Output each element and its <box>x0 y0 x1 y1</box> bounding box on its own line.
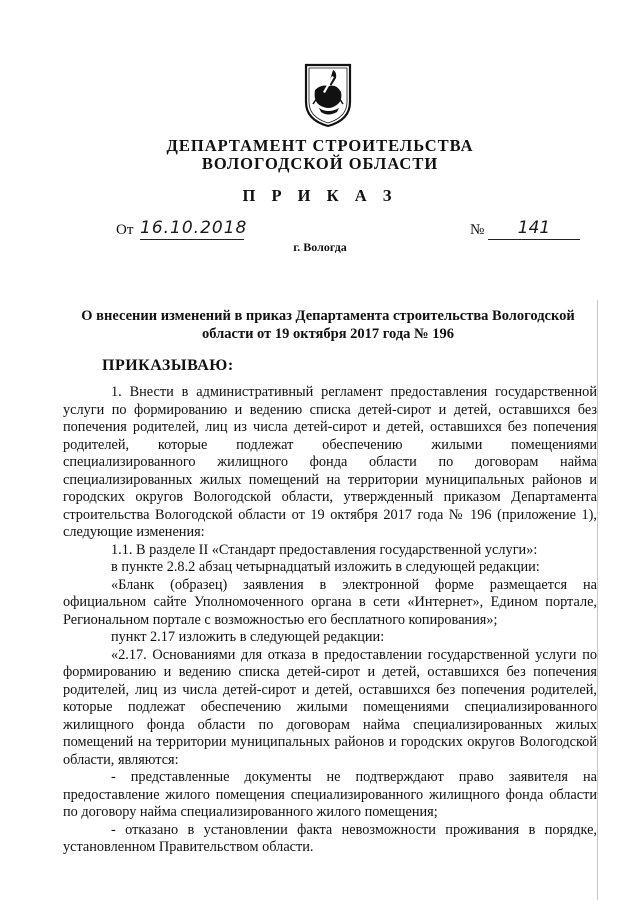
scan-edge-line <box>597 300 598 900</box>
order-body <box>63 384 597 857</box>
paragraph: пункт 2.17 изложить в следующей редакции: <box>111 629 385 645</box>
department-name-line1: ДЕПАРТАМЕНТ СТРОИТЕЛЬСТВА <box>166 136 474 155</box>
document-type-title: П Р И К А З <box>242 186 398 205</box>
command-heading: ПРИКАЗЫВАЮ: <box>102 357 234 374</box>
department-name-line2: ВОЛОГОДСКОЙ ОБЛАСТИ <box>201 154 439 173</box>
order-subject: О внесении изменений в приказ Департамента строительства Вологодской области от 19 октября 2017 года № 196 <box>81 308 575 342</box>
date-label: От <box>116 222 134 238</box>
paragraph: «Бланк (образец) заявления в электронной форме размещается на официальном сайте Уполномоченного органа в сети «Интернет», Едином портале, Региональном портале с возможностью его бесплатного копирования»; <box>63 576 597 628</box>
number-value-handwritten: 141 <box>488 218 580 240</box>
paragraph: в пункте 2.8.2 абзац четырнадцатый изложить в следующей редакции: <box>111 559 540 575</box>
paragraph: «2.17. Основаниями для отказа в предоставлении государственной услуги по формированию и ведению списка детей-сирот и детей, оставшихся без попечения родителей, лиц из числа детей-сирот и детей, оставшихся без попечения родителей, которые подлежат обеспечению жилыми помещениями специализированного жилищного фонда области по договорам найма специализированных жилых помещений на территории муниципальных районов и городских округов Вологодской области, являются: <box>63 646 597 768</box>
paragraph: - представленные документы не подтверждают право заявителя на предоставление жилого помещения специализированного жилищного фонда области по договору найма специализированного жилого помещения; <box>63 769 597 820</box>
vologda-coat-of-arms-icon <box>303 62 353 128</box>
paragraph: 1.1. В разделе II «Стандарт предоставления государственной услуги»: <box>111 541 538 558</box>
paragraph: 1. Внести в административный регламент предоставления государственной услуги по формированию и ведению списка детей-сирот и детей, оставшихся без попечения родителей, лиц из числа детей-сирот и детей, оставшихся без попечения родителей, которые подлежат обеспечению жилыми помещениями специализированного жилищного фонда области по договорам найма специализированных жилых помещений на территории муниципальных районов и городских округов Вологодской области, утвержденный приказом Департамента строительства Вологодской области от 19 октября 2017 года № 196 (приложение 1), следующие изменения: <box>63 384 597 540</box>
date-value-handwritten: 16.10.2018 <box>140 218 248 238</box>
number-label: № <box>470 222 485 238</box>
paragraph: - отказано в установлении факта невозможности проживания в порядке, установленном Правительством области. <box>63 821 597 855</box>
city-name: г. Вологда <box>293 240 347 254</box>
